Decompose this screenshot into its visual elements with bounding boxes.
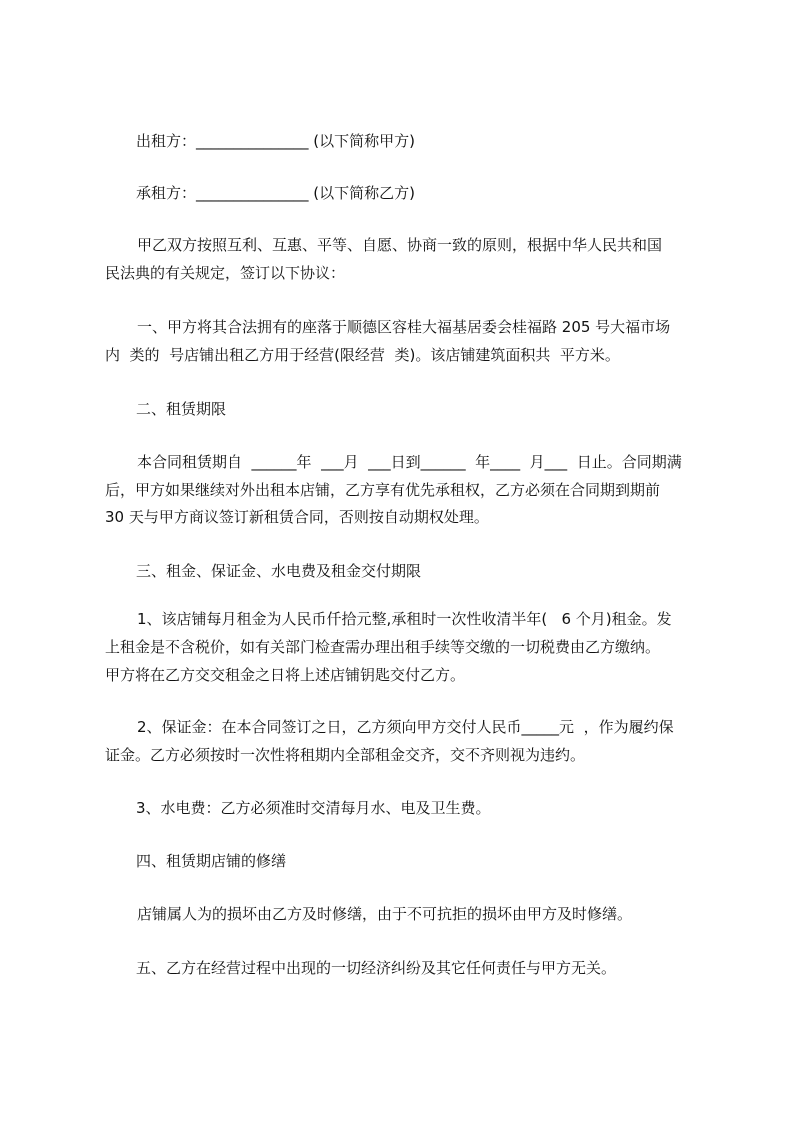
clause3-3-line: 3、水电费：乙方必须准时交清每月水、电及卫生费。	[136, 799, 491, 817]
clause3-1-line-1: 1、该店铺每月租金为人民币仟拾元整,承租时一次性收清半年( 6 个月)租金。发	[137, 610, 672, 628]
clause2-heading: 二、租赁期限	[136, 400, 227, 418]
clause3-2-line-2: 证金。乙方必须按时一次性将租期内全部租金交齐，交不齐则视为违约。	[105, 746, 586, 764]
preamble-line-1: 甲乙双方按照互利、互惠、平等、自愿、协商一致的原则，根据中华人民共和国	[137, 236, 663, 254]
preamble-line-2: 民法典的有关规定，签订以下协议：	[105, 264, 346, 282]
clause3-2-line-1: 2、保证金：在本合同签订之日，乙方须向甲方交付人民币_____元 ，作为履约保	[137, 718, 674, 736]
lessor-line: 出租方：_______________ (以下简称甲方)	[136, 132, 415, 150]
clause5-line: 五、乙方在经营过程中出现的一切经济纠纷及其它任何责任与甲方无关。	[136, 959, 617, 977]
clause2-line-3: 30 天与甲方商议签订新租赁合同，否则按自动期权处理。	[105, 508, 489, 526]
clause3-heading: 三、租金、保证金、水电费及租金交付期限	[136, 562, 422, 580]
lessee-line: 承租方：_______________ (以下简称乙方)	[136, 184, 415, 202]
clause3-1-line-3: 甲方将在乙方交交租金之日将上述店铺钥匙交付乙方。	[105, 666, 466, 684]
clause4-heading: 四、租赁期店铺的修缮	[136, 852, 287, 870]
clause2-line-2: 后，甲方如果继续对外出租本店铺，乙方享有优先承租权，乙方必须在合同期到期前	[105, 481, 661, 499]
clause2-line-1: 本合同租赁期自 ______年 ___月 ___日到______ 年____ 月___ 日止。合同期满	[137, 453, 682, 471]
clause1-line-1: 一、甲方将其合法拥有的座落于顺德区容桂大福基居委会桂福路 205 号大福市场	[137, 318, 671, 336]
clause1-line-2: 内 类的 号店铺出租乙方用于经营(限经营 类)。该店铺建筑面积共 平方米。	[105, 346, 620, 364]
clause4-line: 店铺属人为的损坏由乙方及时修缮，由于不可抗拒的损坏由甲方及时修缮。	[137, 905, 633, 923]
clause3-1-line-2: 上租金是不含税价，如有关部门检查需办理出租手续等交缴的一切税费由乙方缴纳。	[105, 638, 661, 656]
